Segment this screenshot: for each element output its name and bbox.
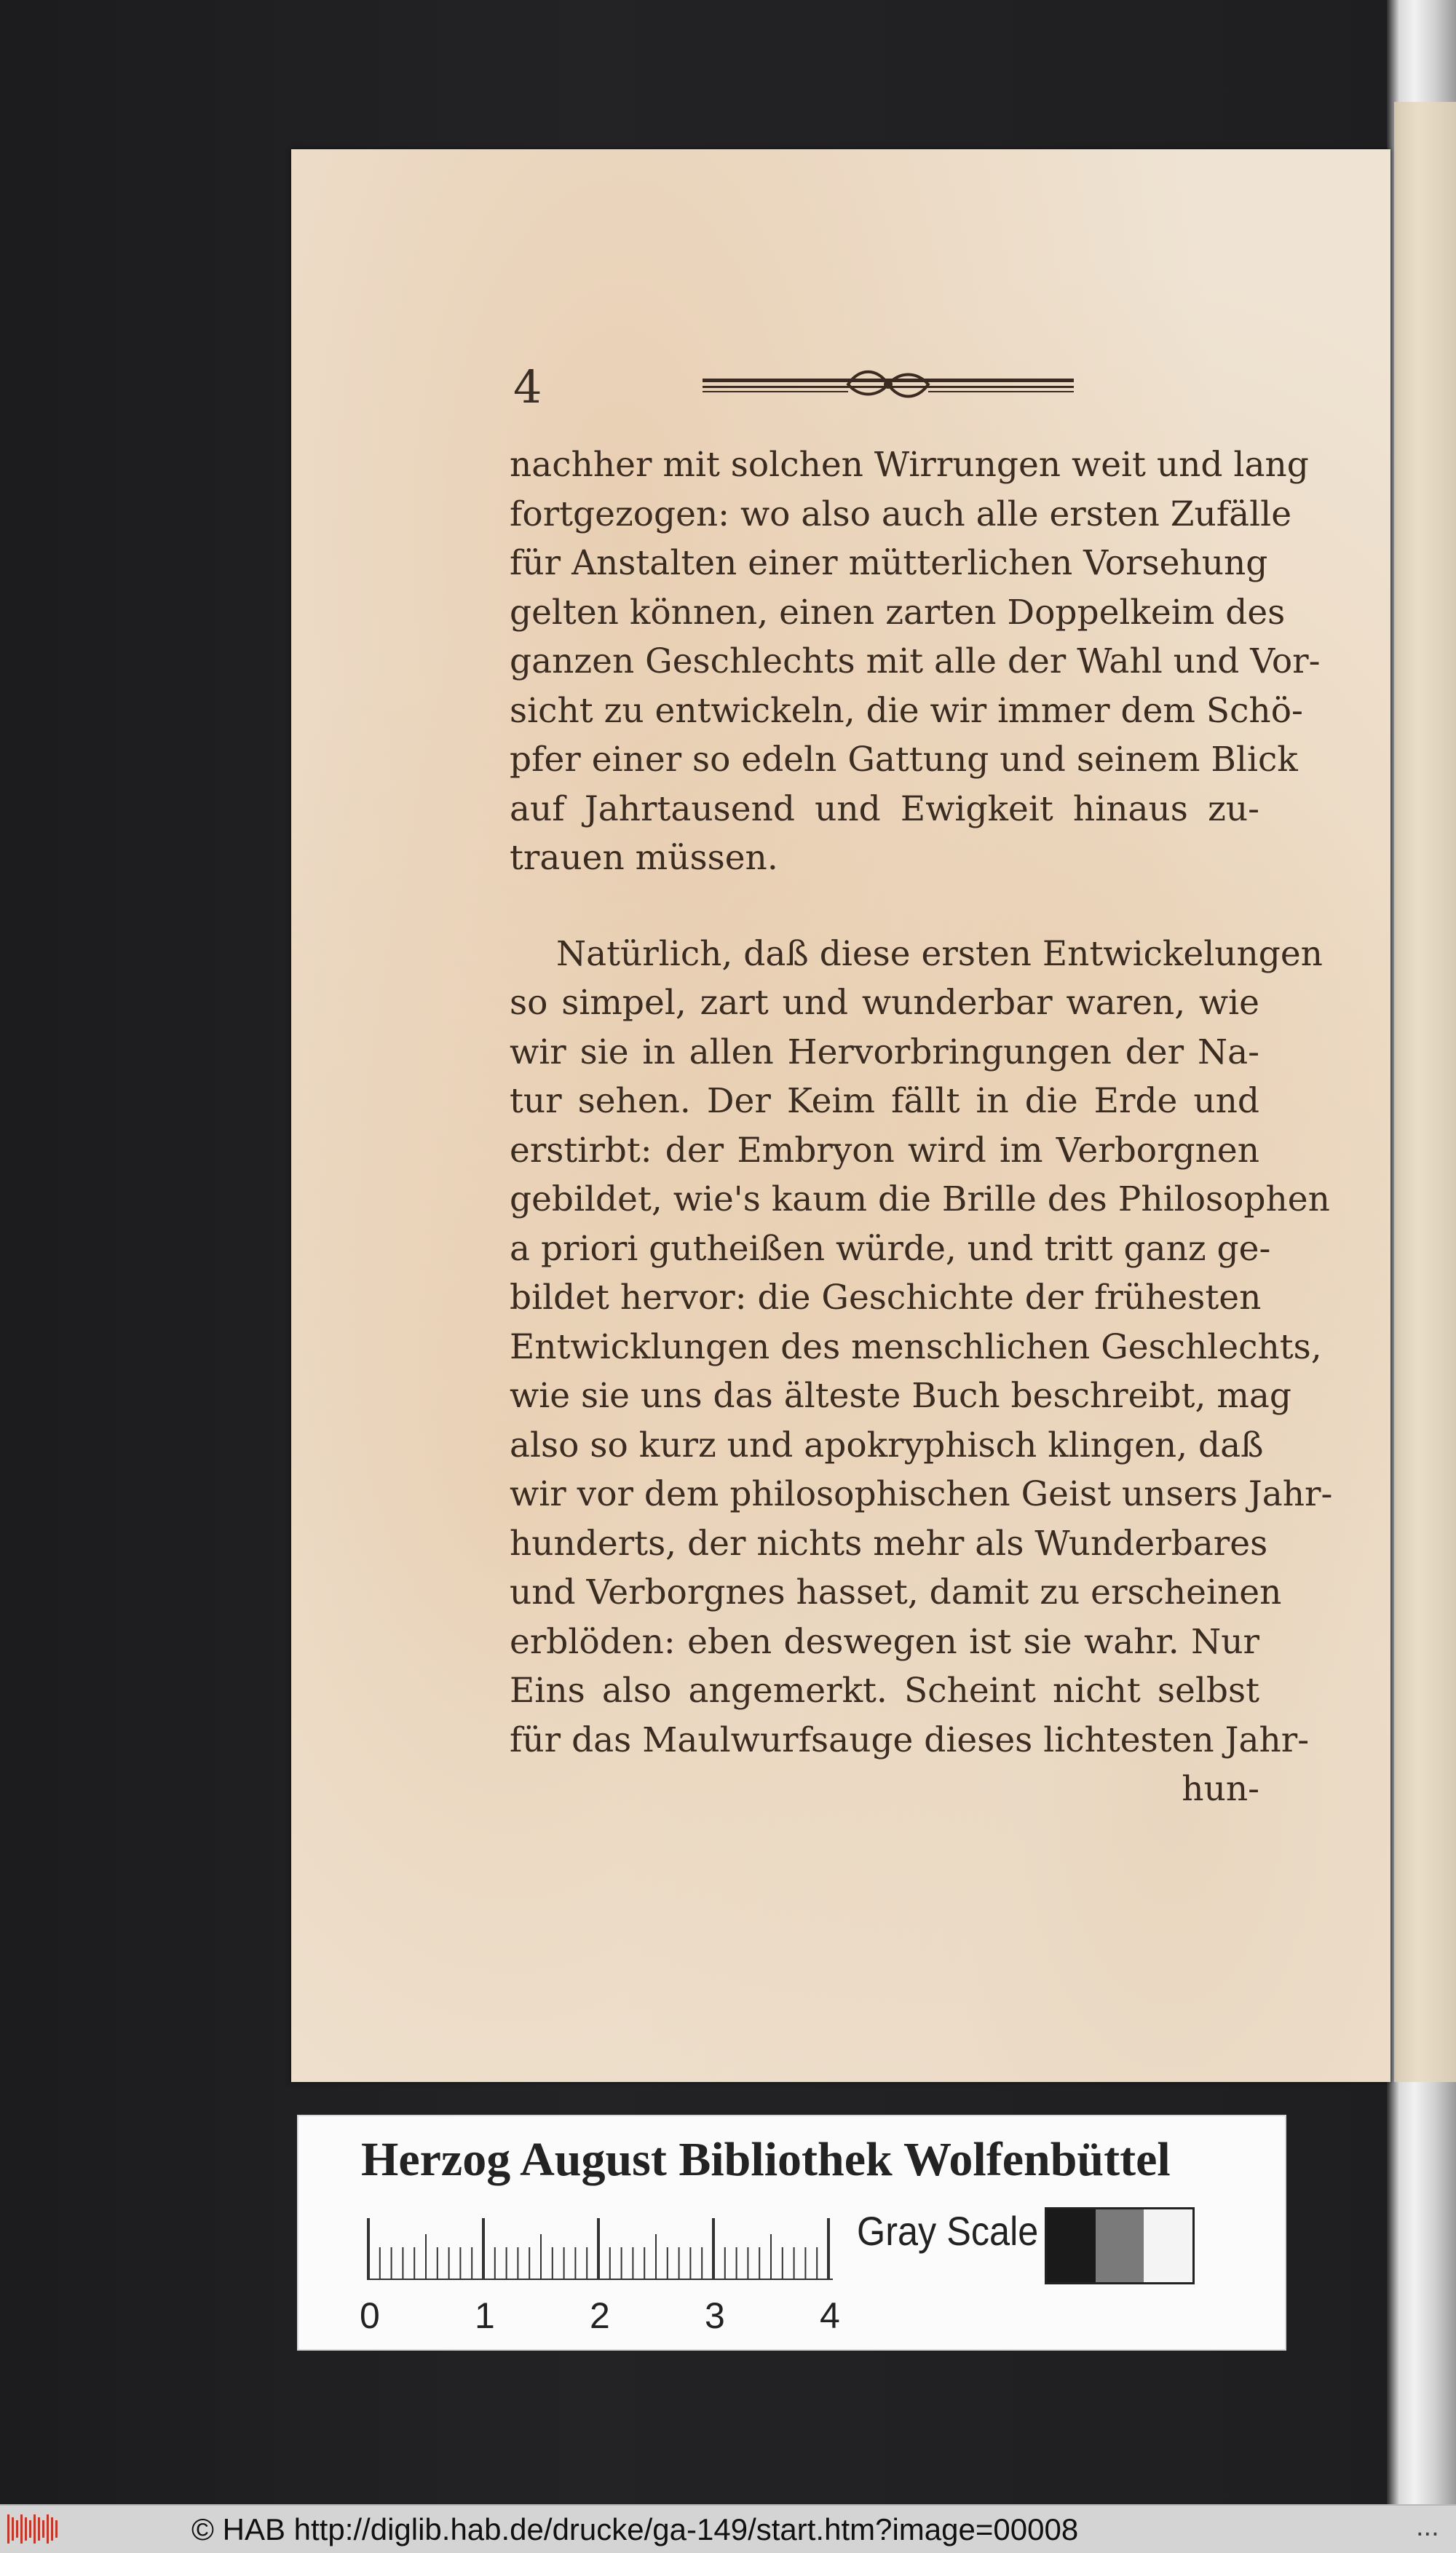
- ruler-scale: [367, 2218, 833, 2281]
- color-calibration-card: [297, 2115, 1286, 2351]
- logo-bar: [38, 2517, 40, 2541]
- text-line: erblöden: eben deswegen ist sie wahr. Nur: [510, 1621, 1259, 1662]
- logo-bar: [29, 2520, 31, 2538]
- paragraph-2: [510, 930, 1333, 1814]
- text-line: Entwicklungen des menschlichen Geschlechts,: [510, 1326, 1322, 1367]
- logo-bar: [25, 2517, 27, 2541]
- text-line: für das Maulwurfsauge dieses lichtesten Jahr-: [510, 1719, 1310, 1760]
- text-line: wir vor dem philosophischen Geist unsers Jahr-: [510, 1474, 1333, 1514]
- text-line: Natürlich, daß diese ersten Entwickelungen: [556, 933, 1323, 974]
- text-line: Eins also angemerkt. Scheint nicht selbst: [510, 1671, 1259, 1711]
- logo-bar: [33, 2514, 36, 2544]
- text-line: tur sehen. Der Keim fällt in die Erde und: [510, 1081, 1259, 1121]
- logo-bar: [55, 2520, 58, 2538]
- page-number: 4: [513, 360, 542, 413]
- text-line: trauen müssen.: [510, 838, 778, 878]
- text-line: für Anstalten einer mütterlichen Vorsehung: [510, 543, 1268, 583]
- text-line: wir sie in allen Hervorbringungen der Na-: [510, 1032, 1259, 1072]
- more-menu-icon[interactable]: ...: [1416, 2512, 1439, 2542]
- grayscale-swatch-mid: [1096, 2209, 1144, 2282]
- grayscale-swatch-dark: [1047, 2209, 1096, 2282]
- ruler-label: 3: [705, 2295, 725, 2336]
- text-line: nachher mit solchen Wirrungen weit und lang: [510, 445, 1309, 485]
- adjacent-page-edge: [1394, 102, 1456, 2082]
- logo-bar: [20, 2514, 23, 2544]
- paragraph-1: [510, 440, 1321, 883]
- text-line: so simpel, zart und wunderbar waren, wie: [510, 983, 1259, 1023]
- text-line: auf Jahrtausend und Ewigkeit hinaus zu-: [510, 788, 1259, 829]
- decorative-rule-ornament: [703, 364, 1074, 405]
- text-line: also so kurz und apokryphisch klingen, daß: [510, 1425, 1264, 1465]
- card-title: Herzog August Bibliothek Wolfenbüttel: [361, 2133, 1171, 2186]
- ruler-label: 1: [475, 2295, 495, 2336]
- logo-bar: [42, 2520, 44, 2538]
- text-line: sicht zu entwickeln, die wir immer dem Schö-: [510, 690, 1303, 731]
- text-line: ganzen Geschlechts mit alle der Wahl und Vor-: [510, 641, 1321, 681]
- copyright-url-link[interactable]: © HAB http://diglib.hab.de/drucke/ga-149/start.htm?image=00008: [191, 2512, 1079, 2546]
- book-page: [291, 149, 1390, 2082]
- logo-bar: [7, 2514, 9, 2544]
- library-logo-icon: [7, 2514, 61, 2544]
- grayscale-swatch-light: [1144, 2209, 1192, 2282]
- text-line: fortgezogen: wo also auch alle ersten Zufälle: [510, 494, 1292, 534]
- ruler-label: 0: [360, 2295, 380, 2336]
- text-line: und Verborgnes hasset, damit zu erscheinen: [510, 1572, 1282, 1612]
- logo-bar: [16, 2520, 18, 2538]
- grayscale-bar: [1045, 2207, 1195, 2284]
- logo-bar: [51, 2517, 53, 2541]
- text-line: a priori gutheißen würde, und tritt ganz ge-: [510, 1228, 1271, 1269]
- text-line: bildet hervor: die Geschichte der frühesten: [510, 1278, 1262, 1318]
- text-line: wie sie uns das älteste Buch beschreibt, mag: [510, 1376, 1292, 1416]
- catchword: hun-: [1182, 1769, 1259, 1809]
- paragraph-gap: [510, 883, 1259, 930]
- text-line: pfer einer so edeln Gattung und seinem Blick: [510, 740, 1298, 780]
- grayscale-label: Gray Scale: [857, 2208, 1039, 2254]
- text-line: gebildet, wie's kaum die Brille des Philosophen: [510, 1179, 1330, 1219]
- footer-bar: [0, 2504, 1456, 2553]
- text-line: erstirbt: der Embryon wird im Verborgnen: [510, 1130, 1259, 1171]
- ruler-label: 2: [590, 2295, 610, 2336]
- text-block: [510, 440, 1333, 1814]
- logo-bar: [12, 2517, 14, 2541]
- logo-bar: [47, 2514, 49, 2544]
- text-line: hunderts, der nichts mehr als Wunderbares: [510, 1523, 1268, 1564]
- text-line: gelten können, einen zarten Doppelkeim des: [510, 592, 1286, 633]
- ruler-label: 4: [820, 2295, 840, 2336]
